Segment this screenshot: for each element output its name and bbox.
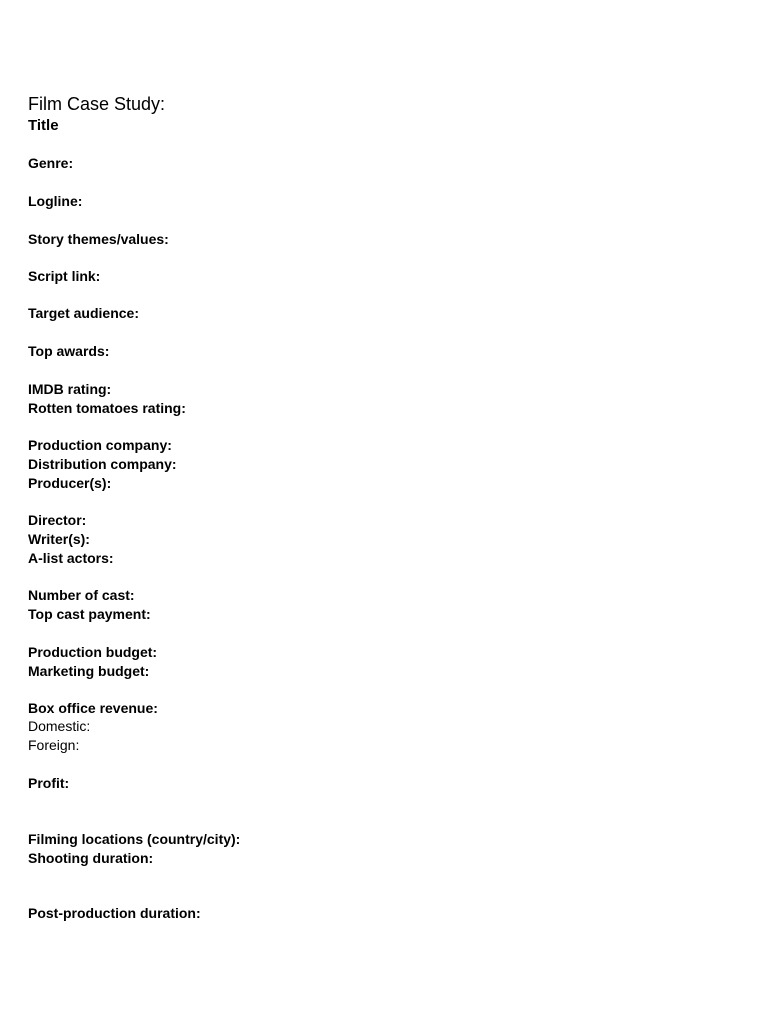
field-production-company: Production company: [28,437,172,453]
field-director: Director: [28,512,87,528]
field-filming-locations: Filming locations (country/city): [28,831,241,847]
field-writers: Writer(s): [28,531,90,547]
field-producers: Producer(s): [28,475,112,491]
field-story-themes: Story themes/values: [28,231,169,247]
field-profit: Profit: [28,775,70,791]
document-heading: Film Case Study: [28,94,166,114]
field-box-office-revenue: Box office revenue: [28,700,158,716]
field-shooting-duration: Shooting duration: [28,850,154,866]
field-target-audience: Target audience: [28,305,139,321]
field-imdb-rating: IMDB rating: [28,381,112,397]
field-production-budget: Production budget: [28,644,158,660]
field-a-list-actors: A-list actors: [28,550,114,566]
field-rotten-tomatoes-rating: Rotten tomatoes rating: [28,400,186,416]
field-foreign: Foreign: [28,737,80,753]
document-title: Title [28,117,59,134]
field-domestic: Domestic: [28,718,91,734]
field-number-of-cast: Number of cast: [28,587,135,603]
field-top-awards: Top awards: [28,343,110,359]
field-logline: Logline: [28,193,83,209]
field-genre: Genre: [28,155,74,171]
field-marketing-budget: Marketing budget: [28,663,150,679]
field-distribution-company: Distribution company: [28,456,177,472]
field-post-production-duration: Post-production duration: [28,905,201,921]
field-script-link: Script link: [28,268,101,284]
field-top-cast-payment: Top cast payment: [28,606,151,622]
